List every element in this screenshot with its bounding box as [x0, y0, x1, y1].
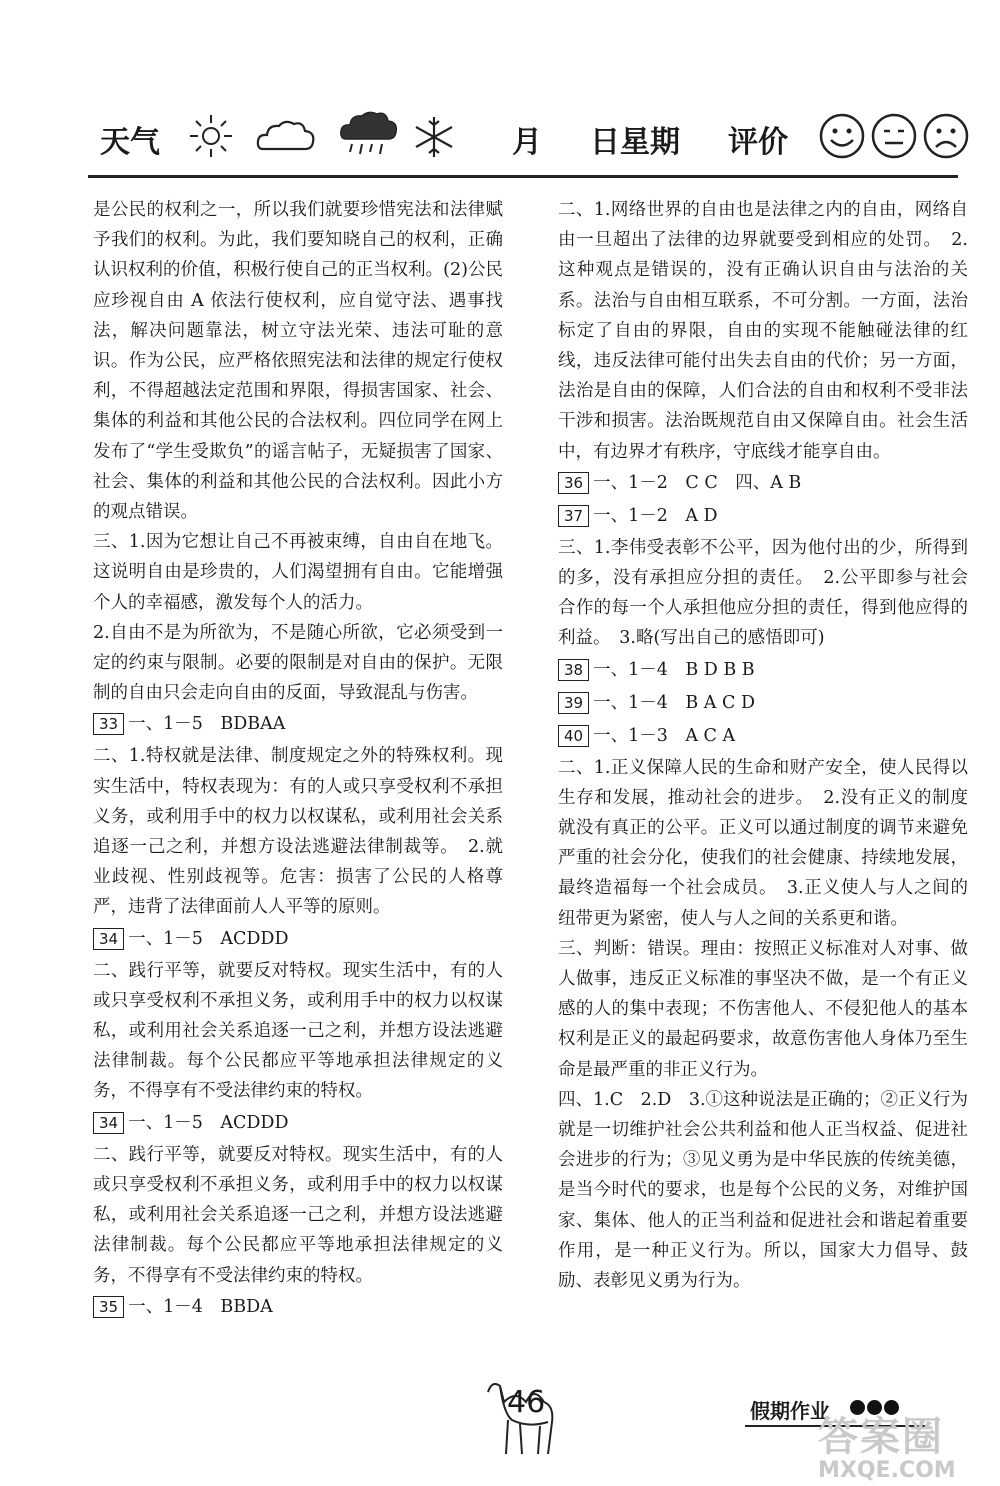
- left-column: [93, 195, 503, 1324]
- answer-choices: 一、1－2 C C 四、A B: [593, 472, 802, 493]
- answer-choices: 一、1－4 BBDA: [128, 1296, 273, 1317]
- weather-label: 天气: [100, 125, 160, 160]
- page-number-box: 34: [93, 928, 124, 950]
- answer-paragraph: 2.自由不是为所欲为，不是随心所欲，它必须受到一定的约束与限制。必要的限制是对自由的保护。无限制的自由只会走向自由的反面，导致混乱与伤害。: [93, 622, 503, 704]
- sad-face-icon[interactable]: [922, 112, 970, 160]
- sun-icon: [188, 113, 234, 159]
- answer-row-34: [93, 1107, 503, 1140]
- page-number-box: 33: [93, 713, 124, 735]
- watermark-url: MXQE.COM: [818, 1458, 956, 1483]
- page-number-box: 40: [558, 725, 589, 747]
- rain-icon: [338, 111, 400, 161]
- answer-choices: 一、1－5 ACDDD: [128, 928, 289, 949]
- answer-paragraph: 二、践行平等，就要反对特权。现实生活中，有的人或只享受权利不承担义务，或利用手中的权力以权谋私，或利用社会关系追逐一己之利，并想方设法逃避法律制裁。每个公民都应平等地承担法律规定的义务，不得享有不受法律约束的特权。: [93, 1144, 503, 1286]
- page-number-box: 34: [93, 1112, 124, 1134]
- answer-paragraph: 是公民的权利之一，所以我们就要珍惜宪法和法律赋予我们的权利。为此，我们要知晓自己的权利，正确认识权利的价值，积极行使自己的正当权利。(2)公民应珍视自由 A 依法行使权利，应自觉守法、遇事找法，解决问题靠法，树立守法光荣、违法可耻的意识。作为公民，应严格依照宪法和法律的规定行使权利，不得超越法定范围和界限，得损害国家、社会、集体的利益和其他公民的合法权利。四位同学在网上发布了“学生受欺负”的谣言帖子，无疑损害了国家、社会、集体的利益和其他公民的合法权利。因此小方的观点错误。: [93, 200, 503, 523]
- day-weekday-label: 日星期: [590, 125, 680, 160]
- answer-row-39: [558, 687, 968, 720]
- answer-row-40: [558, 720, 968, 753]
- answer-paragraph: 三、1.因为它想让自己不再被束缚，自由自在地飞。这说明自由是珍贵的，人们渴望拥有自由。它能增强个人的幸福感，激发每个人的活力。: [93, 532, 503, 613]
- page-number-box: 37: [558, 505, 589, 527]
- page-number-box: 38: [558, 659, 589, 681]
- answer-choices: 一、1－5 ACDDD: [128, 1112, 289, 1133]
- watermark-title: 答案圈: [818, 1414, 944, 1460]
- answer-paragraph: 三、判断：错误。理由：按照正义标准对人对事、做人做事，违反正义标准的事坚决不做，是一个有正义感的人的集中表现；不伤害他人、不侵犯他人的基本权利是正义的最起码要求，故意伤害他人身体乃至生命是最严重的非正义行为。: [558, 938, 968, 1080]
- answer-row-36: [558, 467, 968, 500]
- answer-choices: 一、1－2 A D: [593, 505, 718, 526]
- watermark: [818, 1405, 956, 1483]
- answer-choices: 一、1－4 B A C D: [593, 692, 755, 713]
- answer-choices: 一、1－3 A C A: [593, 725, 736, 746]
- snowflake-icon: [412, 115, 456, 159]
- answer-paragraph: 四、1.C 2.D 3.①这种说法是正确的；②正义行为就是一切维护社会公共利益和他人正当权益、促进社会进步的行为；③见义勇为是中华民族的传统美德，是当今时代的要求，也是每个公民的义务，对维护国家、集体、他人的正当利益和促进社会和谐起着重要作用，是一种正义行为。所以，国家大力倡导、鼓励、表彰见义勇为行为。: [558, 1089, 969, 1292]
- page-number-box: 36: [558, 472, 589, 494]
- answer-paragraph: 二、1.正义保障人民的生命和财产安全，使人民得以生存和发展，推动社会的进步。 2.没有正义的制度就没有真正的公平。正义可以通过制度的调节来避免严重的社会分化，使我们的社会健康、持续地发展，最终造福每一个社会成员。 3.正义使人与人之间的纽带更为紧密，使人与人之间的关系更和谐。: [558, 757, 968, 929]
- answer-paragraph: 三、1.李伟受表彰不公平，因为他付出的少，所得到的多，没有承担应分担的责任。 2.公平即参与社会合作的每一个人承担他应分担的责任，得到他应得的利益。 3.略(写出自己的感悟即可): [558, 537, 968, 649]
- cloudy-icon: [255, 117, 317, 155]
- answer-paragraph: 二、践行平等，就要反对特权。现实生活中，有的人或只享受权利不承担义务，或利用手中的权力以权谋私，或利用社会关系追逐一己之利，并想方设法逃避法律制裁。每个公民都应平等地承担法律规定的义务，不得享有不受法律约束的特权。: [93, 960, 503, 1102]
- answer-row-37: [558, 500, 968, 533]
- answer-row-38: [558, 654, 968, 687]
- answer-row-35: [93, 1291, 503, 1324]
- page-number-box: 35: [93, 1296, 124, 1318]
- answer-paragraph: 二、1.网络世界的自由也是法律之内的自由，网络自由一旦超出了法律的边界就要受到相应的处罚。 2.这种观点是错误的，没有正确认识自由与法治的关系。法治与自由相互联系，不可分割。一方面，法治标定了自由的界限，自由的实现不能触碰法律的红线，违反法律可能付出失去自由的代价；另一方面，法治是自由的保障，人们合法的自由和权利不受非法干涉和损害。法治既规范自由又保障自由。社会生活中，有边界才有秩序，守底线才能享自由。: [558, 200, 968, 462]
- answer-row-33: [93, 708, 503, 741]
- neutral-face-icon[interactable]: [870, 112, 918, 160]
- page-number: 46: [507, 1385, 546, 1420]
- page-number-box: 39: [558, 692, 589, 714]
- page-header: [0, 95, 1000, 180]
- answer-paragraph: 二、1.特权就是法律、制度规定之外的特殊权利。现实生活中，特权表现为：有的人或只享受权利不承担义务，或利用手中的权力以权谋私，或利用社会关系追逐一己之利，并想方设法逃避法律制裁等。 2.就业歧视、性别歧视等。危害：损害了公民的人格尊严，违背了法律面前人人平等的原则。: [93, 746, 503, 918]
- month-label: 月: [512, 125, 542, 160]
- footer-label: 假期作业: [750, 1399, 830, 1423]
- answer-choices: 一、1－4 B D B B: [593, 659, 755, 680]
- right-column: [558, 195, 968, 1296]
- happy-face-icon[interactable]: [818, 112, 866, 160]
- rating-label: 评价: [728, 125, 788, 160]
- header-divider: [88, 175, 958, 178]
- answer-choices: 一、1－5 BDBAA: [128, 714, 286, 735]
- answer-row-34: [93, 923, 503, 956]
